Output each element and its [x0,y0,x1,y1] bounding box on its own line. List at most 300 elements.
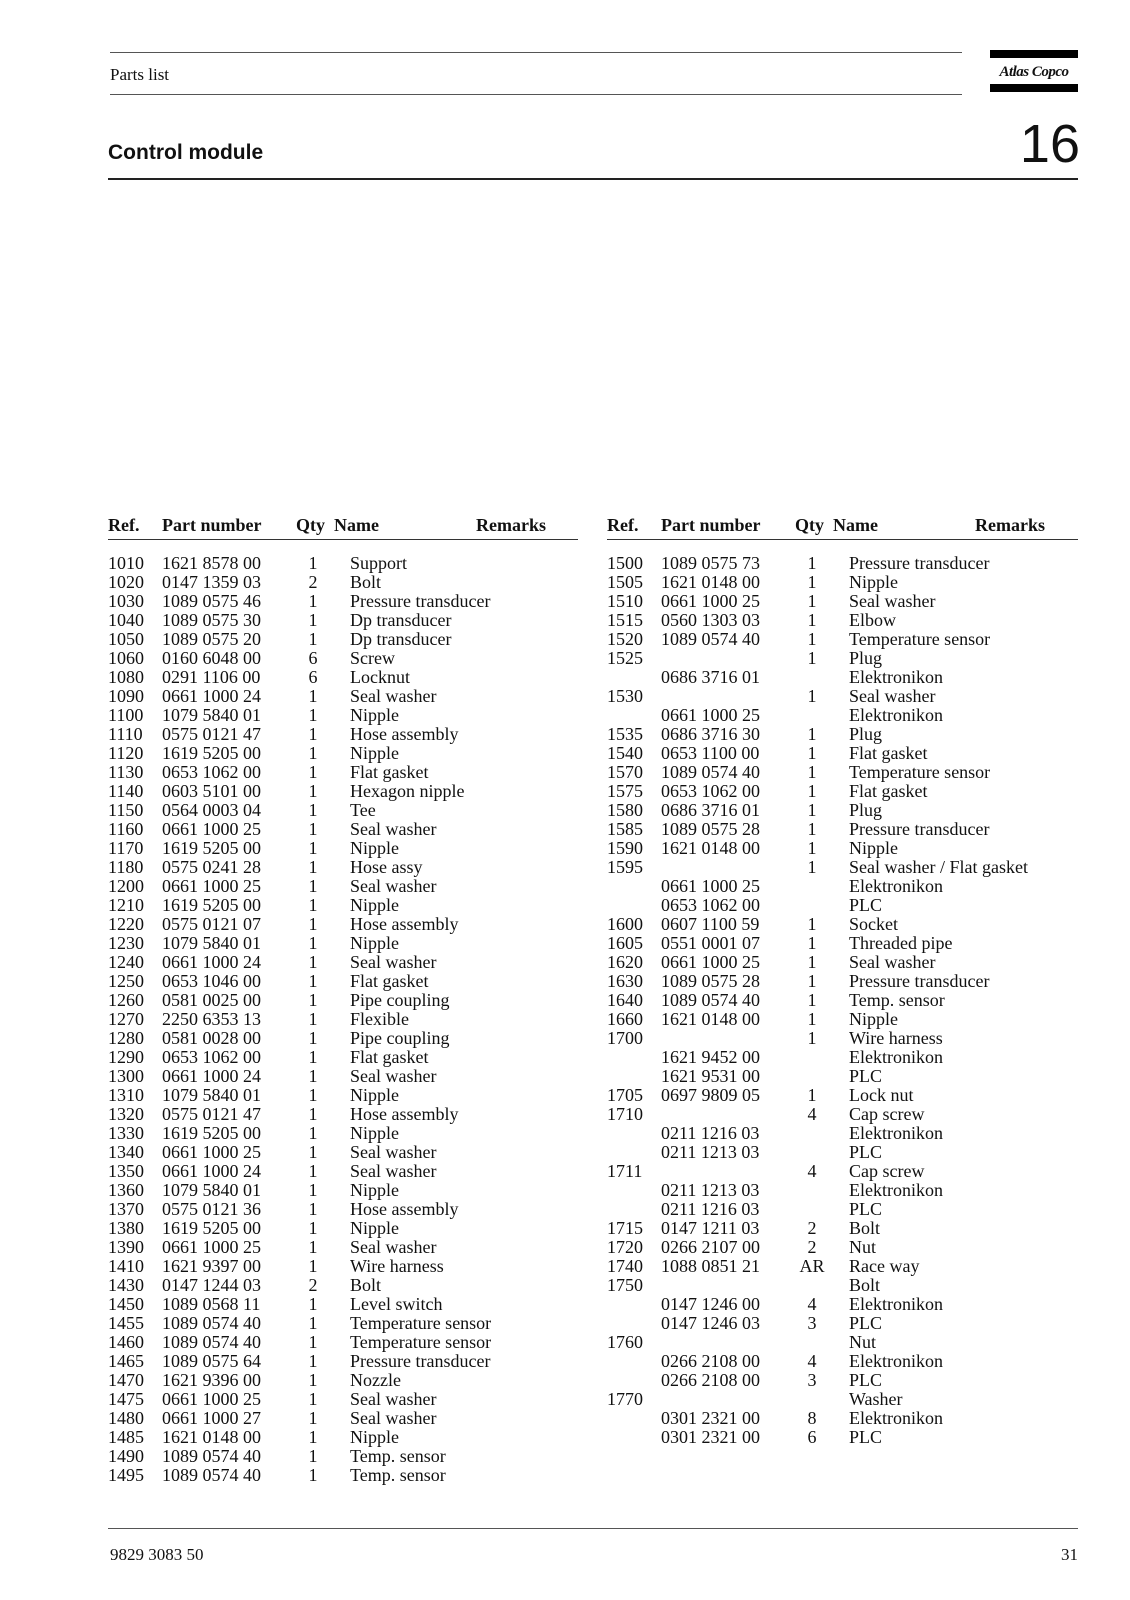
table-row [607,934,1078,953]
qty-cell: 1 [308,1218,318,1238]
part-number-cell: 0661 1000 25 [162,876,261,896]
ref-cell: 1570 [607,762,643,782]
table-row [607,1010,1078,1029]
qty-cell: 2 [308,572,318,592]
qty-cell: 1 [308,705,318,725]
table-row [108,782,578,801]
table-header-rule [607,539,1078,540]
part-number-cell: 0575 0121 47 [162,1104,261,1124]
part-number-cell: 1621 9397 00 [162,1256,261,1276]
qty-cell: 1 [308,724,318,744]
part-number-cell: 1089 0574 40 [162,1332,261,1352]
qty-cell: 1 [308,952,318,972]
qty-cell: 1 [308,1351,318,1371]
ref-cell: 1710 [607,1104,643,1124]
name-cell: Seal washer [350,952,437,972]
table-row [607,687,1078,706]
ref-cell: 1310 [108,1085,144,1105]
table-row [607,1219,1078,1238]
name-cell: Screw [350,648,395,668]
ref-cell: 1760 [607,1332,643,1352]
qty-cell: 1 [308,1142,318,1162]
part-number-cell: 0551 0001 07 [661,933,760,953]
part-number-cell: 2250 6353 13 [162,1009,261,1029]
qty-cell: 1 [807,1028,817,1048]
name-cell: Nipple [849,572,898,592]
name-cell: Seal washer / Flat gasket [849,857,1028,877]
ref-cell: 1100 [108,705,144,725]
name-cell: Flat gasket [350,1047,429,1067]
part-number-cell: 0653 1100 00 [661,743,760,763]
table-row [607,1048,1078,1067]
qty-cell: 1 [308,1237,318,1257]
qty-cell: 6 [308,648,318,668]
col-header-name: Name [334,515,379,535]
part-number-cell: 0661 1000 25 [162,819,261,839]
table-row [607,1067,1078,1086]
table-body [607,554,1078,1447]
name-cell: Bolt [350,1275,382,1295]
name-cell: Hose assy [350,857,423,877]
name-cell: Seal washer [350,876,437,896]
name-cell: Flat gasket [350,971,429,991]
table-row [607,706,1078,725]
ref-cell: 1700 [607,1028,643,1048]
part-number-cell: 0661 1000 24 [162,952,261,972]
qty-cell: 1 [807,971,817,991]
table-row [108,1276,578,1295]
table-row [108,1371,578,1390]
qty-cell: 1 [807,819,817,839]
table-body [108,554,578,1485]
ref-cell: 1130 [108,762,144,782]
name-cell: Seal washer [350,686,437,706]
qty-cell: AR [799,1256,825,1276]
part-number-cell: 1089 0575 73 [661,553,760,573]
ref-cell: 1410 [108,1256,144,1276]
qty-cell: 1 [308,971,318,991]
table-row [108,877,578,896]
table-row [108,820,578,839]
name-cell: Cap screw [849,1161,925,1181]
table-row [607,877,1078,896]
name-cell: Pressure transducer [350,1351,491,1371]
part-number-cell: 0686 3716 30 [661,724,760,744]
col-header-qty: Qty [795,515,824,535]
qty-cell: 1 [308,838,318,858]
qty-cell: 1 [308,1066,318,1086]
table-row [108,763,578,782]
qty-cell: 1 [308,1408,318,1428]
ref-cell: 1120 [108,743,144,763]
name-cell: Pressure transducer [849,971,990,991]
part-number-cell: 0661 1000 25 [661,876,760,896]
table-row [607,1428,1078,1447]
table-row [108,839,578,858]
qty-cell: 4 [807,1294,817,1314]
name-cell: Nipple [350,838,399,858]
ref-cell: 1020 [108,572,144,592]
name-cell: Cap screw [849,1104,925,1124]
logo-top-bar [990,50,1078,58]
ref-cell: 1080 [108,667,144,687]
table-row [108,1143,578,1162]
name-cell: PLC [849,1066,883,1086]
name-cell: Temp. sensor [350,1446,446,1466]
section-title: Control module [108,141,264,164]
name-cell: Support [350,553,408,573]
qty-cell: 1 [308,1180,318,1200]
part-number-cell: 0661 1000 24 [162,686,261,706]
part-number-cell: 0211 1216 03 [661,1123,760,1143]
ref-cell: 1711 [607,1161,643,1181]
table-row [108,649,578,668]
table-row [607,991,1078,1010]
qty-cell: 3 [807,1313,817,1333]
name-cell: PLC [849,1427,883,1447]
name-cell: Seal washer [849,952,936,972]
qty-cell: 1 [308,1313,318,1333]
name-cell: Seal washer [350,1408,437,1428]
table-row [108,725,578,744]
table-header [108,515,578,539]
qty-cell: 1 [308,857,318,877]
name-cell: Temperature sensor [350,1332,492,1352]
part-number-cell: 0661 1000 25 [162,1237,261,1257]
ref-cell: 1640 [607,990,643,1010]
part-number-cell: 1089 0575 64 [162,1351,261,1371]
table-row [108,554,578,573]
name-cell: Nipple [350,743,399,763]
table-row [108,972,578,991]
qty-cell: 2 [807,1237,817,1257]
name-cell: Washer [849,1389,903,1409]
footer-rule [108,1528,1078,1529]
part-number-cell: 0661 1000 24 [162,1161,261,1181]
ref-cell: 1010 [108,553,144,573]
ref-cell: 1500 [607,553,643,573]
table-row [607,1105,1078,1124]
name-cell: Seal washer [849,686,936,706]
part-number-cell: 1621 9396 00 [162,1370,261,1390]
name-cell: Threaded pipe [849,933,953,953]
ref-cell: 1750 [607,1275,643,1295]
table-row [607,1181,1078,1200]
name-cell: Elektronikon [849,1294,943,1314]
part-number-cell: 1621 9531 00 [661,1066,760,1086]
name-cell: Temperature sensor [849,629,991,649]
part-number-cell: 1621 0148 00 [661,838,760,858]
name-cell: Seal washer [350,1389,437,1409]
ref-cell: 1270 [108,1009,144,1029]
table-row [607,763,1078,782]
ref-cell: 1580 [607,800,643,820]
ref-cell: 1040 [108,610,144,630]
qty-cell: 1 [308,686,318,706]
table-row [108,953,578,972]
table-row [108,1010,578,1029]
part-number-cell: 0564 0003 04 [162,800,261,820]
qty-cell: 8 [807,1408,817,1428]
ref-cell: 1660 [607,1009,643,1029]
table-row [607,1333,1078,1352]
name-cell: Nipple [350,1180,399,1200]
part-number-cell: 1089 0574 40 [661,629,760,649]
name-cell: PLC [849,1199,883,1219]
name-cell: Seal washer [350,1161,437,1181]
qty-cell: 1 [807,933,817,953]
table-row [108,1086,578,1105]
atlas-copco-logo [990,50,1078,94]
table-row [607,953,1078,972]
table-header [607,515,1078,539]
table-row [607,1257,1078,1276]
name-cell: Dp transducer [350,629,452,649]
part-number-cell: 1619 5205 00 [162,838,261,858]
parts-table-left [108,515,578,1485]
name-cell: Nipple [849,838,898,858]
qty-cell: 1 [807,553,817,573]
part-number-cell: 0653 1062 00 [661,781,760,801]
part-number-cell: 1089 0574 40 [162,1465,261,1485]
qty-cell: 4 [807,1104,817,1124]
ref-cell: 1490 [108,1446,144,1466]
qty-cell: 1 [807,1009,817,1029]
ref-cell: 1715 [607,1218,643,1238]
page-number: 31 [1061,1545,1078,1564]
qty-cell: 1 [308,1047,318,1067]
name-cell: Bolt [849,1218,881,1238]
qty-cell: 1 [807,591,817,611]
qty-cell: 1 [807,952,817,972]
ref-cell: 1505 [607,572,643,592]
part-number-cell: 1621 0148 00 [661,1009,760,1029]
table-row [607,972,1078,991]
ref-cell: 1290 [108,1047,144,1067]
name-cell: PLC [849,1370,883,1390]
ref-cell: 1200 [108,876,144,896]
name-cell: Temperature sensor [350,1313,492,1333]
ref-cell: 1280 [108,1028,144,1048]
name-cell: Nipple [350,895,399,915]
ref-cell: 1430 [108,1275,144,1295]
qty-cell: 1 [308,1009,318,1029]
table-row [607,1143,1078,1162]
name-cell: Socket [849,914,898,934]
part-number-cell: 1621 9452 00 [661,1047,760,1067]
qty-cell: 1 [807,572,817,592]
name-cell: Flexible [350,1009,409,1029]
name-cell: Temp. sensor [849,990,945,1010]
name-cell: Bolt [350,572,382,592]
part-number-cell: 0147 1211 03 [661,1218,760,1238]
name-cell: Seal washer [849,591,936,611]
table-row [108,668,578,687]
table-row [607,1086,1078,1105]
part-number-cell: 0575 0121 47 [162,724,261,744]
ref-cell: 1470 [108,1370,144,1390]
name-cell: Dp transducer [350,610,452,630]
ref-cell: 1525 [607,648,643,668]
ref-cell: 1140 [108,781,144,801]
part-number-cell: 0607 1100 59 [661,914,760,934]
qty-cell: 1 [308,1028,318,1048]
name-cell: Bolt [849,1275,881,1295]
table-row [108,934,578,953]
part-number-cell: 0686 3716 01 [661,800,760,820]
table-row [108,744,578,763]
table-row [607,1295,1078,1314]
table-row [108,573,578,592]
name-cell: Seal washer [350,1066,437,1086]
part-number-cell: 0653 1046 00 [162,971,261,991]
table-row [607,1314,1078,1333]
part-number-cell: 0575 0121 36 [162,1199,261,1219]
table-row [607,801,1078,820]
name-cell: Nipple [350,1123,399,1143]
ref-cell: 1595 [607,857,643,877]
table-row [108,1390,578,1409]
part-number-cell: 0661 1000 25 [162,1142,261,1162]
part-number-cell: 0581 0028 00 [162,1028,261,1048]
qty-cell: 1 [308,629,318,649]
ref-cell: 1620 [607,952,643,972]
part-number-cell: 1089 0574 40 [162,1313,261,1333]
ref-cell: 1030 [108,591,144,611]
name-cell: Nipple [350,705,399,725]
qty-cell: 1 [308,762,318,782]
ref-cell: 1455 [108,1313,144,1333]
qty-cell: 1 [308,914,318,934]
part-number-cell: 0560 1303 03 [661,610,760,630]
part-number-cell: 0653 1062 00 [162,1047,261,1067]
ref-cell: 1390 [108,1237,144,1257]
table-row [108,630,578,649]
col-header-part-number: Part number [162,515,262,535]
part-number-cell: 1089 0568 11 [162,1294,261,1314]
part-number-cell: 1619 5205 00 [162,1218,261,1238]
qty-cell: 1 [308,781,318,801]
part-number-cell: 0661 1000 25 [162,1389,261,1409]
qty-cell: 1 [308,819,318,839]
qty-cell: 1 [308,1199,318,1219]
part-number-cell: 1079 5840 01 [162,933,261,953]
qty-cell: 1 [807,762,817,782]
part-number-cell: 0603 5101 00 [162,781,261,801]
table-row [607,839,1078,858]
qty-cell: 1 [308,1161,318,1181]
table-row [108,1219,578,1238]
ref-cell: 1510 [607,591,643,611]
table-row [108,896,578,915]
name-cell: Pressure transducer [350,591,491,611]
name-cell: Elektronikon [849,1408,943,1428]
part-number-cell: 0653 1062 00 [661,895,760,915]
part-number-cell: 0211 1213 03 [661,1180,760,1200]
title-rule [108,178,1078,180]
qty-cell: 6 [308,667,318,687]
table-row [607,1200,1078,1219]
table-row [108,1067,578,1086]
table-row [108,1200,578,1219]
part-number-cell: 0697 9809 05 [661,1085,760,1105]
ref-cell: 1705 [607,1085,643,1105]
name-cell: Race way [849,1256,920,1276]
table-row [108,1105,578,1124]
qty-cell: 1 [308,1389,318,1409]
table-row [108,1314,578,1333]
name-cell: Elektronikon [849,705,943,725]
ref-cell: 1535 [607,724,643,744]
name-cell: Pressure transducer [849,819,990,839]
table-header-rule [108,539,578,540]
name-cell: Plug [849,648,883,668]
name-cell: Nut [849,1237,876,1257]
qty-cell: 1 [308,1465,318,1485]
table-row [607,668,1078,687]
qty-cell: 1 [308,610,318,630]
ref-cell: 1240 [108,952,144,972]
col-header-remarks: Remarks [476,515,546,535]
table-row [108,1162,578,1181]
part-number-cell: 0301 2321 00 [661,1408,760,1428]
part-number-cell: 1079 5840 01 [162,1085,261,1105]
name-cell: Elektronikon [849,667,943,687]
chapter-number: 16 [1019,114,1080,174]
qty-cell: 1 [807,743,817,763]
ref-cell: 1300 [108,1066,144,1086]
name-cell: Hexagon nipple [350,781,465,801]
table-row [607,1162,1078,1181]
name-cell: Wire harness [350,1256,444,1276]
qty-cell: 1 [308,1446,318,1466]
qty-cell: 1 [308,553,318,573]
ref-cell: 1585 [607,819,643,839]
name-cell: Nipple [350,933,399,953]
part-number-cell: 1089 0575 28 [661,971,760,991]
table-row [108,801,578,820]
part-number-cell: 1089 0574 40 [162,1446,261,1466]
logo-wordmark: Atlas Copco [999,64,1069,80]
ref-cell: 1575 [607,781,643,801]
table-row [607,649,1078,668]
table-row [607,1390,1078,1409]
name-cell: Temp. sensor [350,1465,446,1485]
ref-cell: 1630 [607,971,643,991]
table-row [108,1124,578,1143]
qty-cell: 1 [807,724,817,744]
qty-cell: 1 [308,1294,318,1314]
name-cell: Nut [849,1332,876,1352]
qty-cell: 1 [308,1256,318,1276]
table-row [108,1257,578,1276]
part-number-cell: 0266 2107 00 [661,1237,760,1257]
qty-cell: 2 [807,1218,817,1238]
table-row [607,820,1078,839]
table-row [108,1181,578,1200]
ref-cell: 1520 [607,629,643,649]
name-cell: Elbow [849,610,896,630]
ref-cell: 1605 [607,933,643,953]
name-cell: Elektronikon [849,1047,943,1067]
ref-cell: 1260 [108,990,144,1010]
part-number-cell: 0266 2108 00 [661,1370,760,1390]
ref-cell: 1330 [108,1123,144,1143]
table-row [607,1276,1078,1295]
ref-cell: 1170 [108,838,144,858]
name-cell: Elektronikon [849,1123,943,1143]
table-row [607,725,1078,744]
